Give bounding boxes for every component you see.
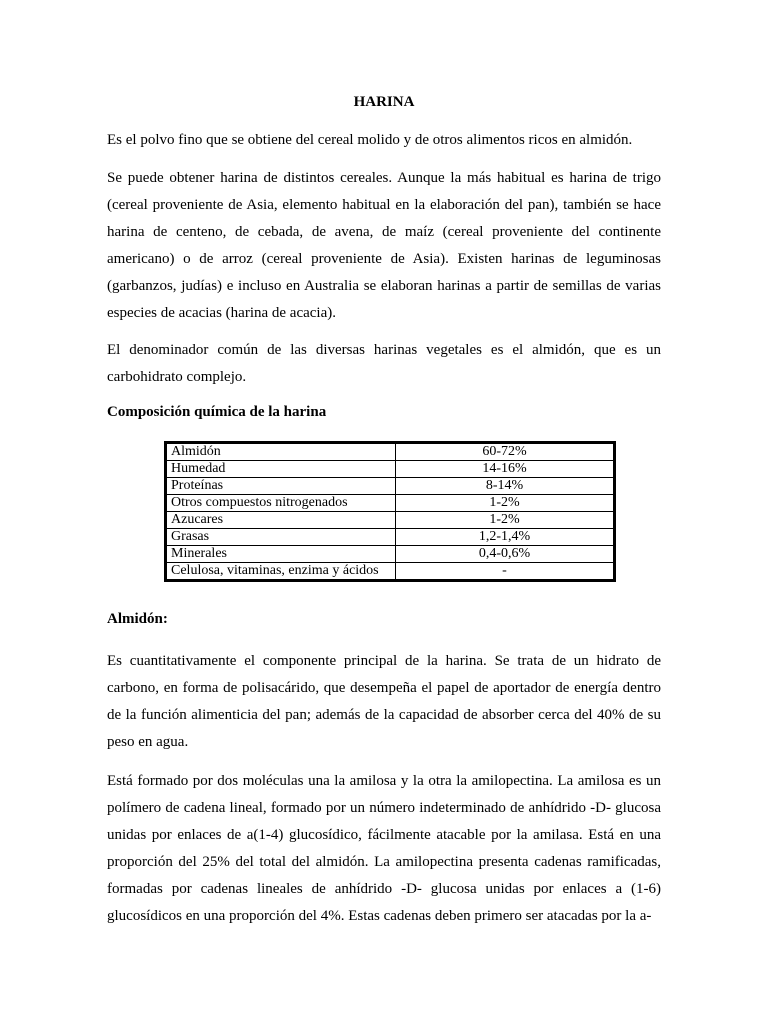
component-name: Humedad — [166, 461, 396, 478]
component-name: Celulosa, vitaminas, enzima y ácidos — [166, 563, 396, 581]
component-value: 8-14% — [396, 478, 615, 495]
component-name: Otros compuestos nitrogenados — [166, 495, 396, 512]
almidon-paragraph: Es cuantitativamente el componente principal de la harina. Se trata de un hidrato de carbono, en forma de polisacárido, que desempeña el papel de aportador de energía dentro de la función alimenticia del pan; además de la capacidad de absorber cerca del 40% de su peso en agua. — [107, 653, 661, 750]
component-value: 14-16% — [396, 461, 615, 478]
cereals-paragraph: Se puede obtener harina de distintos cereales. Aunque la más habitual es harina de trigo (cereal proveniente de Asia, elemento habitual en la elaboración del pan), también se hace harina de centeno, de cebada, de avena, de maíz (cereal proveniente del continente americano) o de arroz (cereal proveniente de Asia). Existen harinas de leguminosas (garbanzos, judías) e incluso en Australia se elaboran harinas a partir de semillas de varias especies de acacias (harina de acacia). — [107, 170, 661, 321]
composition-table — [164, 441, 616, 582]
component-name: Grasas — [166, 529, 396, 546]
component-name: Azucares — [166, 512, 396, 529]
almidon-heading: Almidón: — [107, 611, 168, 627]
document-body — [107, 92, 661, 422]
table-row — [166, 546, 615, 563]
component-name: Almidón — [166, 443, 396, 461]
table-row — [166, 529, 615, 546]
page-title: HARINA — [353, 94, 415, 110]
component-value: 60-72% — [396, 443, 615, 461]
component-name: Minerales — [166, 546, 396, 563]
component-value: 1-2% — [396, 495, 615, 512]
table-row — [166, 512, 615, 529]
table-row — [166, 461, 615, 478]
almidon-structure-paragraph: Está formado por dos moléculas una la amilosa y la otra la amilopectina. La amilosa es un polímero de cadena lineal, formado por un número indeterminado de anhídrido -D- glucosa unidas por enlaces de a(1-4) glucosídico, fácilmente atacable por la amilasa. Está en una proporción del 25% del total del almidón. La amilopectina presenta cadenas ramificadas, formadas por cadenas lineales de anhídrido -D- glucosa unidas por enlaces a (1-6) glucosídicos en una proporción del 4%. Estas cadenas deben primero ser atacadas por la a- — [107, 773, 661, 924]
table-row — [166, 563, 615, 581]
common-denominator-paragraph: El denominador común de las diversas harinas vegetales es el almidón, que es un carbohidrato complejo. — [107, 342, 661, 385]
component-value: - — [396, 563, 615, 581]
intro-paragraph: Es el polvo fino que se obtiene del cereal molido y de otros alimentos ricos en almidón. — [107, 132, 633, 148]
component-name: Proteínas — [166, 478, 396, 495]
component-value: 1-2% — [396, 512, 615, 529]
table-row — [166, 443, 615, 461]
table-row — [166, 478, 615, 495]
composition-heading: Composición química de la harina — [107, 404, 327, 420]
component-value: 0,4-0,6% — [396, 546, 615, 563]
component-value: 1,2-1,4% — [396, 529, 615, 546]
table-row — [166, 495, 615, 512]
almidon-section — [107, 609, 661, 930]
